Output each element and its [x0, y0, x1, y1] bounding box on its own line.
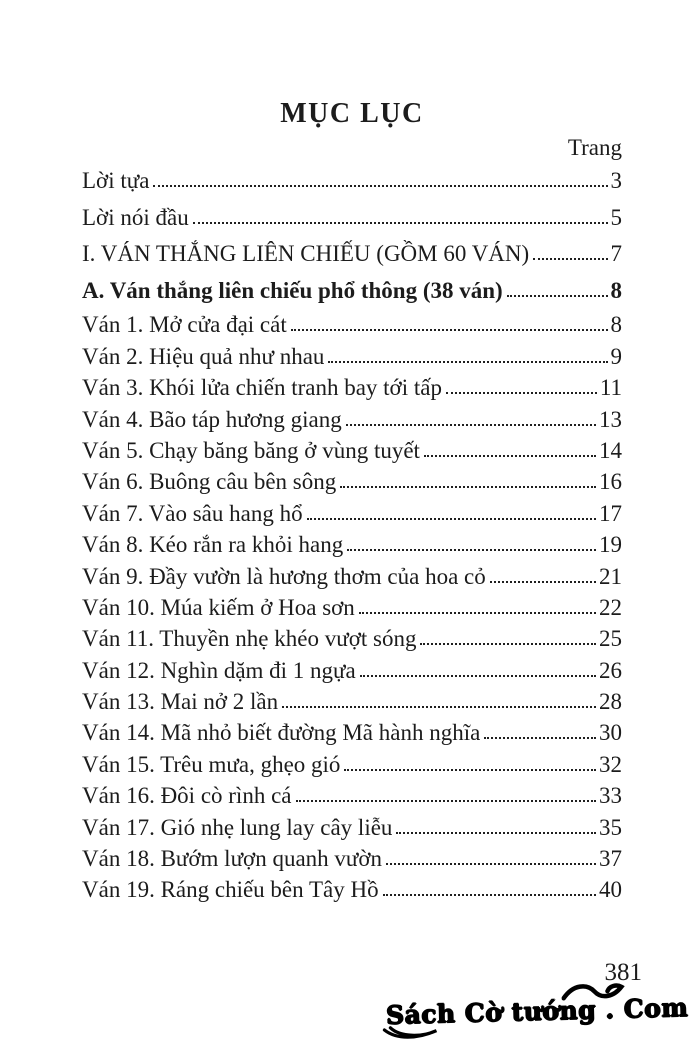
toc-entry-label: Ván 11. Thuyền nhẹ khéo vượt sóng [82, 626, 417, 652]
dotted-leader [282, 706, 596, 708]
toc-entry-page: 3 [610, 168, 622, 193]
publisher-watermark [385, 993, 688, 1030]
toc-entry-label: Ván 7. Vào sâu hang hổ [82, 500, 303, 526]
dotted-leader [193, 222, 608, 224]
toc-entry-page: 30 [599, 720, 622, 746]
toc-entry [82, 236, 622, 273]
toc-entry [82, 717, 622, 748]
toc-entry-page: 28 [599, 689, 622, 715]
toc-entry-label: Ván 4. Bão táp hương giang [82, 406, 342, 432]
dotted-leader [328, 361, 607, 363]
toc-entry [82, 623, 622, 654]
toc-entry-page: 14 [599, 437, 622, 463]
toc-entry [82, 874, 622, 905]
folio-page-number: 381 [604, 959, 642, 986]
dotted-leader [533, 258, 607, 260]
toc-entry [82, 200, 622, 237]
content-column [82, 0, 622, 906]
dotted-leader [360, 675, 596, 677]
dotted-leader [420, 643, 596, 645]
toc-entry-label: Ván 13. Mai nở 2 lần [82, 689, 279, 715]
toc-entry-label: Ván 5. Chạy băng băng ở vùng tuyết [82, 437, 420, 463]
toc-entry [82, 780, 622, 811]
dotted-leader [484, 737, 596, 739]
toc-entry-page: 32 [599, 751, 622, 777]
toc-entry [82, 341, 622, 372]
toc-entry [82, 273, 622, 310]
toc-entry-label: Ván 12. Nghìn dặm đi 1 ngựa [82, 657, 356, 683]
dotted-leader [346, 424, 596, 426]
page-title: MỤC LỤC [280, 98, 424, 129]
toc-entry-label: Ván 19. Ráng chiếu bên Tây Hồ [82, 877, 379, 903]
toc-entry [82, 686, 622, 717]
toc-entry-page: 5 [610, 204, 622, 230]
dotted-leader [291, 329, 608, 331]
dotted-leader [340, 486, 596, 488]
toc-entry-label: Ván 15. Trêu mưa, ghẹo gió [82, 751, 341, 777]
toc-entry-page: 16 [599, 469, 622, 495]
toc-entry-label: Ván 10. Múa kiếm ở Hoa sơn [82, 594, 355, 620]
toc-entry [82, 529, 622, 560]
toc-entry-label: Ván 9. Đầy vườn là hương thơm của hoa cỏ [82, 563, 486, 589]
toc-entry-page: 37 [599, 846, 622, 872]
dotted-leader [307, 518, 596, 520]
toc-entry [82, 404, 622, 435]
toc-entry [82, 435, 622, 466]
toc-entry-label: Ván 2. Hiệu quả như nhau [82, 343, 325, 369]
toc-entry-page: 22 [599, 594, 622, 620]
dotted-leader [507, 295, 608, 297]
dotted-leader [359, 612, 596, 614]
toc-entry-page: 17 [599, 500, 622, 526]
toc-entry-label: Lời tựa [82, 168, 150, 193]
dotted-leader [153, 185, 607, 187]
toc-entry-label: Ván 17. Gió nhẹ lung lay cây liễu [82, 814, 393, 840]
toc-entry-page: 8 [610, 277, 622, 303]
toc-entry [82, 749, 622, 780]
toc-entry-label: Ván 1. Mở cửa đại cát [82, 312, 287, 338]
toc-entry-label: Ván 16. Đôi cò rình cá [82, 783, 292, 809]
toc-entry-page: 33 [599, 783, 622, 809]
toc-entry-page: 26 [599, 657, 622, 683]
dotted-leader [386, 863, 596, 865]
toc-entry-page: 19 [599, 532, 622, 558]
dotted-leader [424, 455, 596, 457]
dotted-leader [490, 581, 596, 583]
toc-entry-page: 21 [599, 563, 622, 589]
toc-entry-label: I. VÁN THẮNG LIÊN CHIẾU (GỒM 60 VÁN) [82, 241, 530, 267]
toc-entry-label: Lời nói đầu [82, 204, 189, 230]
toc-entry [82, 372, 622, 403]
toc-entry-label: Ván 6. Buông câu bên sông [82, 469, 337, 495]
toc-entry-page: 13 [599, 406, 622, 432]
toc-entry [82, 561, 622, 592]
page-column-header: Trang [567, 135, 622, 160]
toc-entry [82, 466, 622, 497]
dotted-leader [396, 832, 596, 834]
dotted-leader [383, 894, 596, 896]
toc-entry-page: 35 [599, 814, 622, 840]
dotted-leader [296, 800, 597, 802]
toc-entry [82, 812, 622, 843]
toc-entry-label: Ván 3. Khói lửa chiến tranh bay tới tấp [82, 375, 442, 401]
toc-entry-page: 40 [599, 877, 622, 903]
toc-entry-label: Ván 18. Bướm lượn quanh vườn [82, 846, 383, 872]
toc-entry [82, 843, 622, 874]
toc-entry-page: 9 [610, 343, 622, 369]
toc-entry [82, 655, 622, 686]
toc-entry [82, 309, 622, 340]
toc-entry-label: Ván 8. Kéo rắn ra khỏi hang [82, 532, 344, 558]
watermark-text: Sách Cờ tướng . Com [385, 993, 689, 1030]
toc-entry-label: A. Ván thắng liên chiếu phổ thông (38 ván) [82, 277, 503, 303]
dotted-leader [344, 769, 596, 771]
toc-entry [82, 592, 622, 623]
dotted-leader [347, 549, 596, 551]
toc-entry-page: 7 [610, 241, 622, 267]
toc-entry [82, 163, 622, 200]
dotted-leader [446, 392, 597, 394]
toc-entry-label: Ván 14. Mã nhỏ biết đường Mã hành nghĩa [82, 720, 481, 746]
toc-entry-page: 8 [610, 312, 622, 338]
flourish-icon [561, 981, 626, 1003]
toc-entry [82, 498, 622, 529]
toc-list [82, 163, 622, 906]
toc-entry-page: 11 [599, 375, 622, 401]
toc-entry-page: 25 [599, 626, 622, 652]
swash-icon [382, 1025, 440, 1041]
